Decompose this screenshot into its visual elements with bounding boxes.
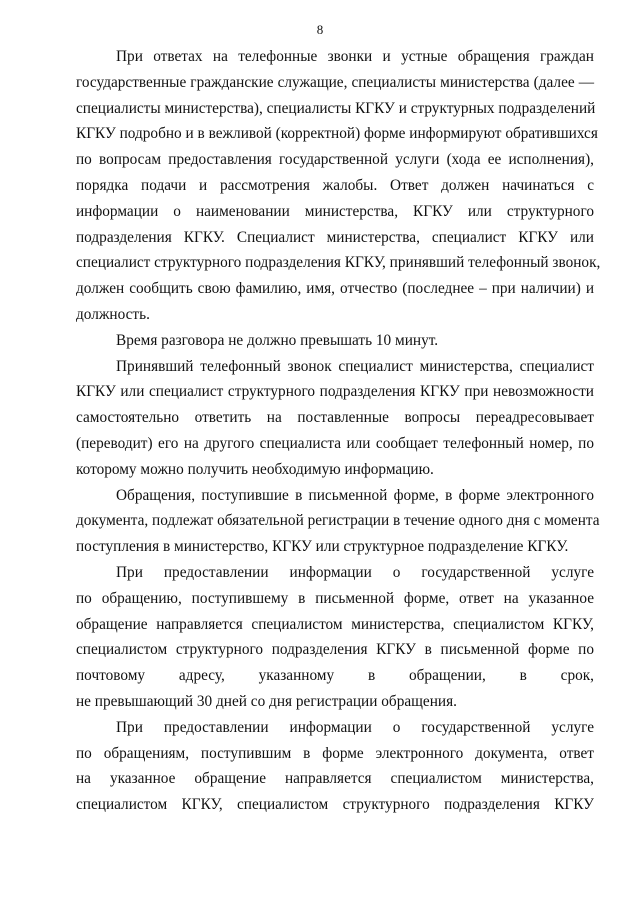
paragraph-line: должен сообщить свою фамилию, имя, отчество (последнее – при наличии) и <box>76 280 594 298</box>
paragraph-line: специалистом КГКУ, специалистом структурного подразделения КГКУ <box>76 796 594 814</box>
paragraph-line: поступления в министерство, КГКУ или структурное подразделение КГКУ. <box>76 538 569 556</box>
paragraph <box>76 328 594 354</box>
paragraph-line: по вопросам предоставления государственной услуги (хода ее исполнения), <box>76 151 594 169</box>
paragraph-line: КГКУ подробно и в вежливой (корректной) форме информируют обратившихся <box>76 125 598 143</box>
paragraph-line: При ответах на телефонные звонки и устные обращения граждан <box>116 48 594 65</box>
paragraph <box>76 354 594 483</box>
paragraph-line: которому можно получить необходимую информацию. <box>76 460 434 478</box>
paragraph-line: При предоставлении информации о государственной услуге <box>116 563 594 581</box>
paragraph-line: самостоятельно ответить на поставленные вопросы переадресовывает <box>76 409 594 427</box>
paragraph <box>76 483 600 560</box>
paragraph-line: документа, подлежат обязательной регистрации в течение одного дня с момента <box>76 512 600 530</box>
paragraph <box>76 715 594 818</box>
page-number: 8 <box>316 22 324 37</box>
paragraph-line: почтовому адресу, указанному в обращении, в срок, <box>76 667 594 685</box>
document-body <box>76 44 601 818</box>
paragraph-line: Обращения, поступившие в письменной форме, в форме электронного <box>116 486 594 504</box>
paragraph-line: Принявший телефонный звонок специалист министерства, специалист <box>116 357 594 375</box>
paragraph-line: специалисты министерства), специалисты КГКУ и структурных подразделений <box>76 99 596 117</box>
paragraph-line: подразделения КГКУ. Специалист министерства, специалист КГКУ или <box>76 228 594 246</box>
paragraph <box>76 560 594 715</box>
paragraph-line: по обращению, поступившему в письменной форме, ответ на указанное <box>76 589 594 607</box>
paragraph-line: на указанное обращение направляется специалистом министерства, <box>76 770 594 788</box>
paragraph-line: порядка подачи и рассмотрения жалобы. Ответ должен начинаться с <box>76 176 594 194</box>
paragraph-line: специалистом структурного подразделения КГКУ в письменной форме по <box>76 641 594 659</box>
paragraph-line: КГКУ или специалист структурного подразделения КГКУ при невозможности <box>76 383 594 401</box>
paragraph-line: не превышающий 30 дней со дня регистрации обращения. <box>76 692 457 710</box>
paragraph-line: информации о наименовании министерства, КГКУ или структурного <box>76 202 594 220</box>
paragraph-line: При предоставлении информации о государственной услуге <box>116 718 594 736</box>
paragraph-line: по обращениям, поступившим в форме электронного документа, ответ <box>76 744 594 762</box>
paragraph <box>76 44 601 328</box>
paragraph-line: (переводит) его на другого специалиста или сообщает телефонный номер, по <box>76 434 594 452</box>
paragraph-line: должность. <box>76 305 150 323</box>
paragraph-line: государственные гражданские служащие, специалисты министерства (далее — <box>76 73 594 91</box>
paragraph-line: Время разговора не должно превышать 10 минут. <box>116 331 439 349</box>
paragraph-line: обращение направляется специалистом министерства, специалистом КГКУ, <box>76 615 594 633</box>
paragraph-line: специалист структурного подразделения КГКУ, принявший телефонный звонок, <box>76 254 601 272</box>
